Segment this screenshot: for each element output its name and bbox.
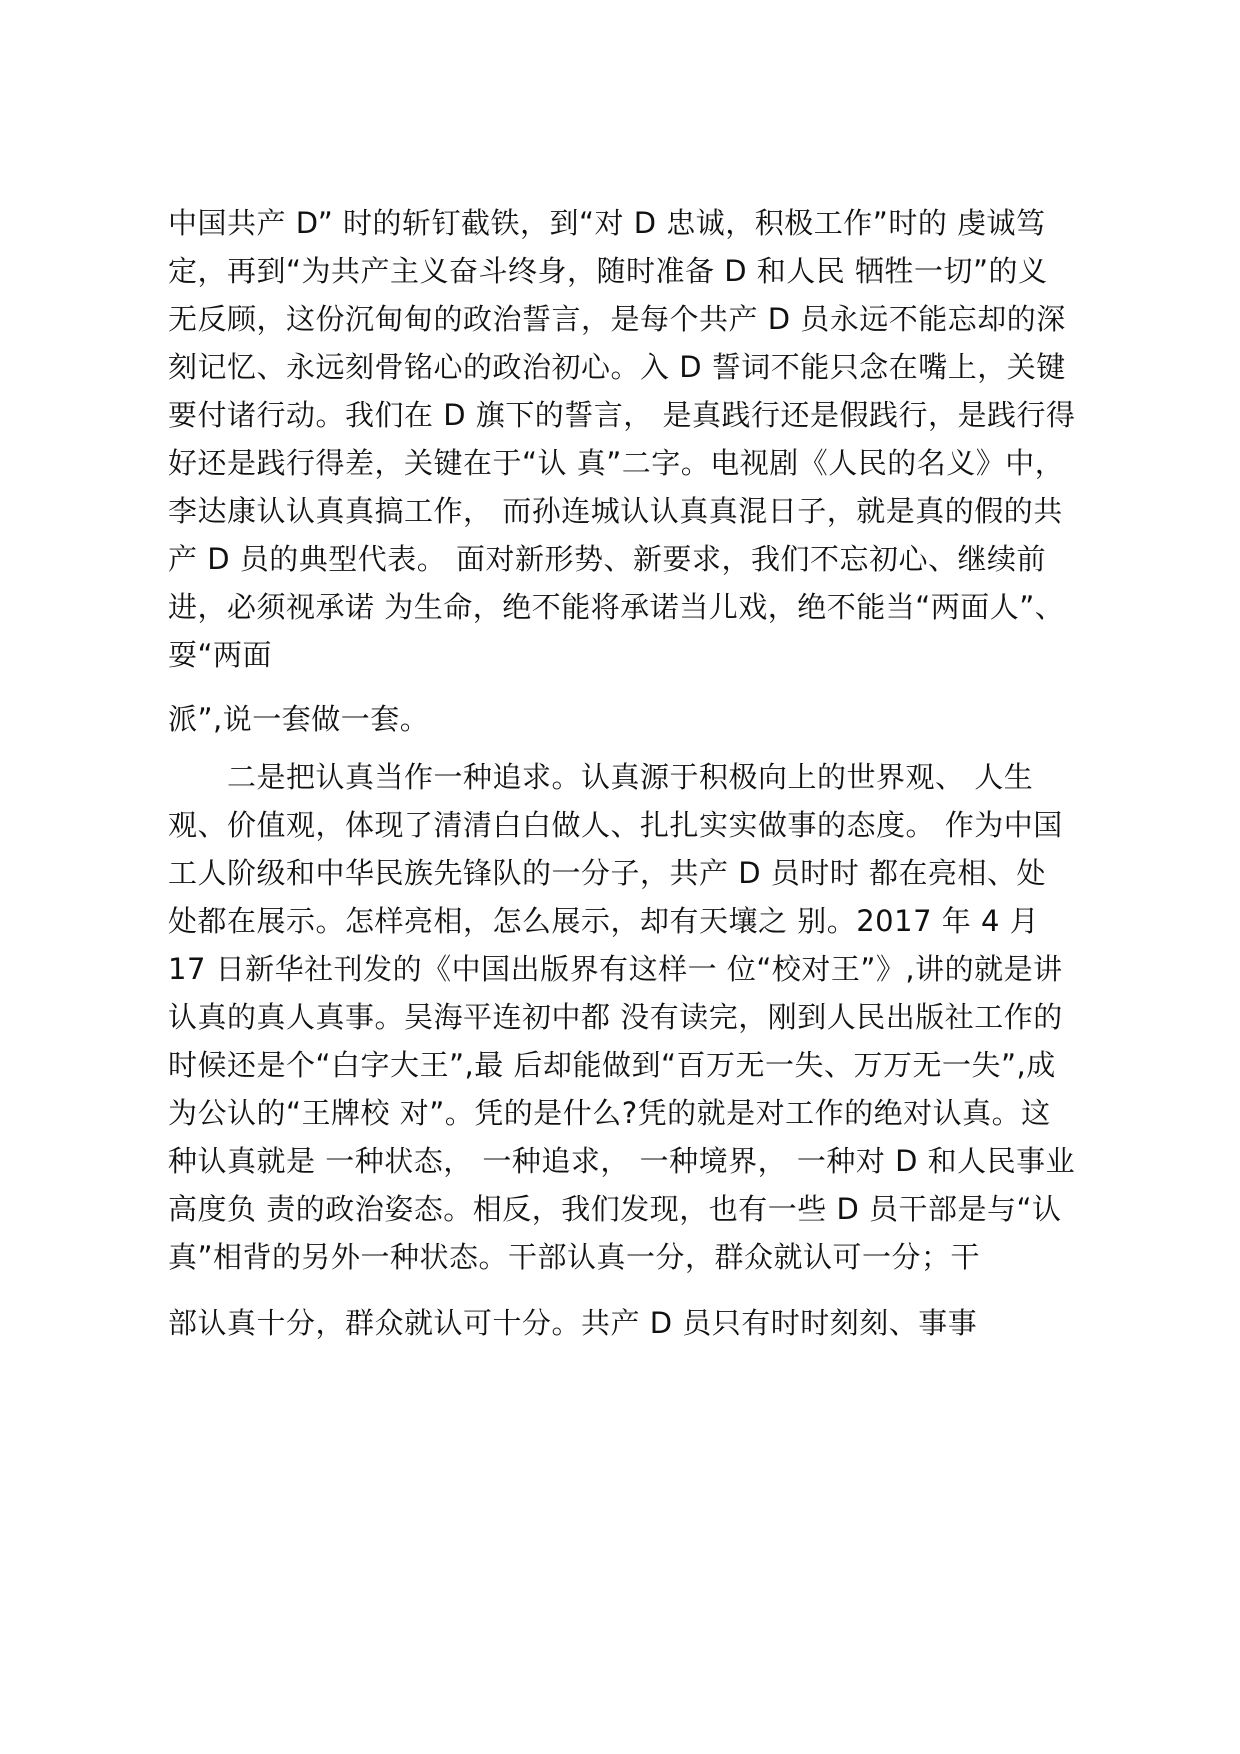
text-line: 种认真就是 一种状态， 一种追求， 一种境界， 一种对 D 和人民事业 [168,1144,1076,1178]
text-line: 要付诸行动。我们在 D 旗下的誓言， 是真践行还是假践行，是践行得 [168,398,1076,432]
text-line: 产 D 员的典型代表。 面对新形势、新要求，我们不忘初心、继续前 [168,542,1046,576]
text-line: 无反顾，这份沉甸甸的政治誓言，是每个共产 D 员永远不能忘却的深 [168,302,1066,336]
text-line: 耍“两面 [168,638,273,672]
text-line: 李达康认认真真搞工作， 而孙连城认认真真混日子，就是真的假的共 [168,494,1063,528]
text-line: 二是把认真当作一种追求。认真源于积极向上的世界观、 人生 [168,760,1034,794]
text-line: 处都在展示。怎样亮相，怎么展示，却有天壤之 别。2017 年 4 月 [168,904,1040,938]
text-line: 中国共产 D” 时的斩钉截铁，到“对 D 忠诚，积极工作”时的 虔诚笃 [168,206,1046,240]
text-line: 派”,说一套做一套。 [168,702,430,736]
text-line: 部认真十分，群众就认可十分。共产 D 员只有时时刻刻、事事 [168,1306,978,1340]
text-line: 定，再到“为共产主义奋斗终身，随时准备 D 和人民 牺牲一切”的义 [168,254,1048,288]
text-line: 真”相背的另外一种状态。干部认真一分，群众就认可一分；干 [168,1240,981,1274]
text-line: 为公认的“王牌校 对”。凭的是什么?凭的就是对工作的绝对认真。这 [168,1096,1051,1130]
text-line: 17 日新华社刊发的《中国出版界有这样一 位“校对王”》,讲的就是讲 [168,952,1063,986]
text-line: 认真的真人真事。吴海平连初中都 没有读完，刚到人民出版社工作的 [168,1000,1063,1034]
text-line: 刻记忆、永远刻骨铭心的政治初心。入 D 誓词不能只念在嘴上，关键 [168,350,1066,384]
text-line: 工人阶级和中华民族先锋队的一分子，共产 D 员时时 都在亮相、处 [168,856,1046,890]
text-line: 时候还是个“白字大王”,最 后却能做到“百万无一失、万万无一失”,成 [168,1048,1056,1082]
text-line: 高度负 责的政治姿态。相反，我们发现，也有一些 D 员干部是与“认 [168,1192,1062,1226]
text-line: 观、价值观，体现了清清白白做人、扎扎实实做事的态度。 作为中国 [168,808,1063,842]
text-line: 进，必须视承诺 为生命，绝不能将承诺当儿戏，绝不能当“两面人”、 [168,590,1065,624]
text-line: 好还是践行得差，关键在于“认 真”二字。电视剧《人民的名义》中， [168,446,1065,480]
